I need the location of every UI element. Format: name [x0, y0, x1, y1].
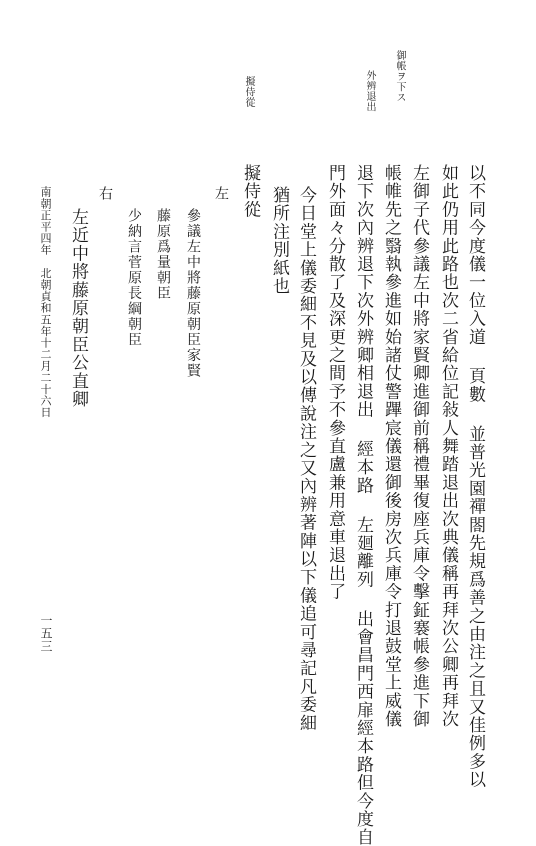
text-line-1: 以不同今度儀一位入道 頁數 並普光園禪閤先規爲善之由注之且又佳例多以: [465, 164, 485, 789]
text-line-5: 退下次內辨退下次外辨卿相退出 經本路 左廻離列 出會昌門西扉經本路但今度自: [353, 164, 373, 846]
text-line-2: 如此仍用此路也次二省給位記敍人舞踏退出次典儀稱再拜次公卿再拜次: [438, 164, 458, 729]
running-footer-date: 南朝正平四年 北朝貞和五年十二月二十六日: [39, 186, 52, 418]
text-line-4: 帳帷先之翳執參進如始諸仗警蹕宸儀還御後房次兵庫令打退鼓堂上威儀: [381, 164, 401, 729]
text-line-14: 右: [97, 186, 113, 202]
text-line-15: 左近中將藤原朝臣公直卿: [68, 208, 88, 409]
page-number: 一五三: [39, 614, 53, 653]
text-line-10: 左: [213, 186, 229, 202]
text-line-6: 門外面々分散了及深更之間予不參直盧兼用意車退出了: [325, 164, 345, 601]
text-line-8: 猶所注別紙也: [269, 186, 289, 296]
margin-note-lower-curtain: 御帳ヲ下ス: [394, 50, 405, 103]
text-line-11: 參議左中將藤原朝臣家賢: [185, 208, 201, 379]
margin-note-outer-withdraw: 外辨退出: [364, 70, 375, 112]
text-line-9: 擬侍從: [240, 164, 260, 219]
text-line-13: 少納言菅原長綱朝臣: [126, 208, 142, 348]
text-line-7: 今日堂上儀委細不見及以傳說注之又內辨著陣以下儀追可尋記凡委細: [296, 186, 316, 732]
text-line-3: 左御子代參議左中將家賢卿進御前稱禮畢復座兵庫令擊鉦褰帳參進下御: [409, 164, 429, 729]
margin-note-attendant: 擬侍從: [243, 76, 254, 108]
text-line-12: 藤原爲量朝臣: [155, 208, 171, 301]
